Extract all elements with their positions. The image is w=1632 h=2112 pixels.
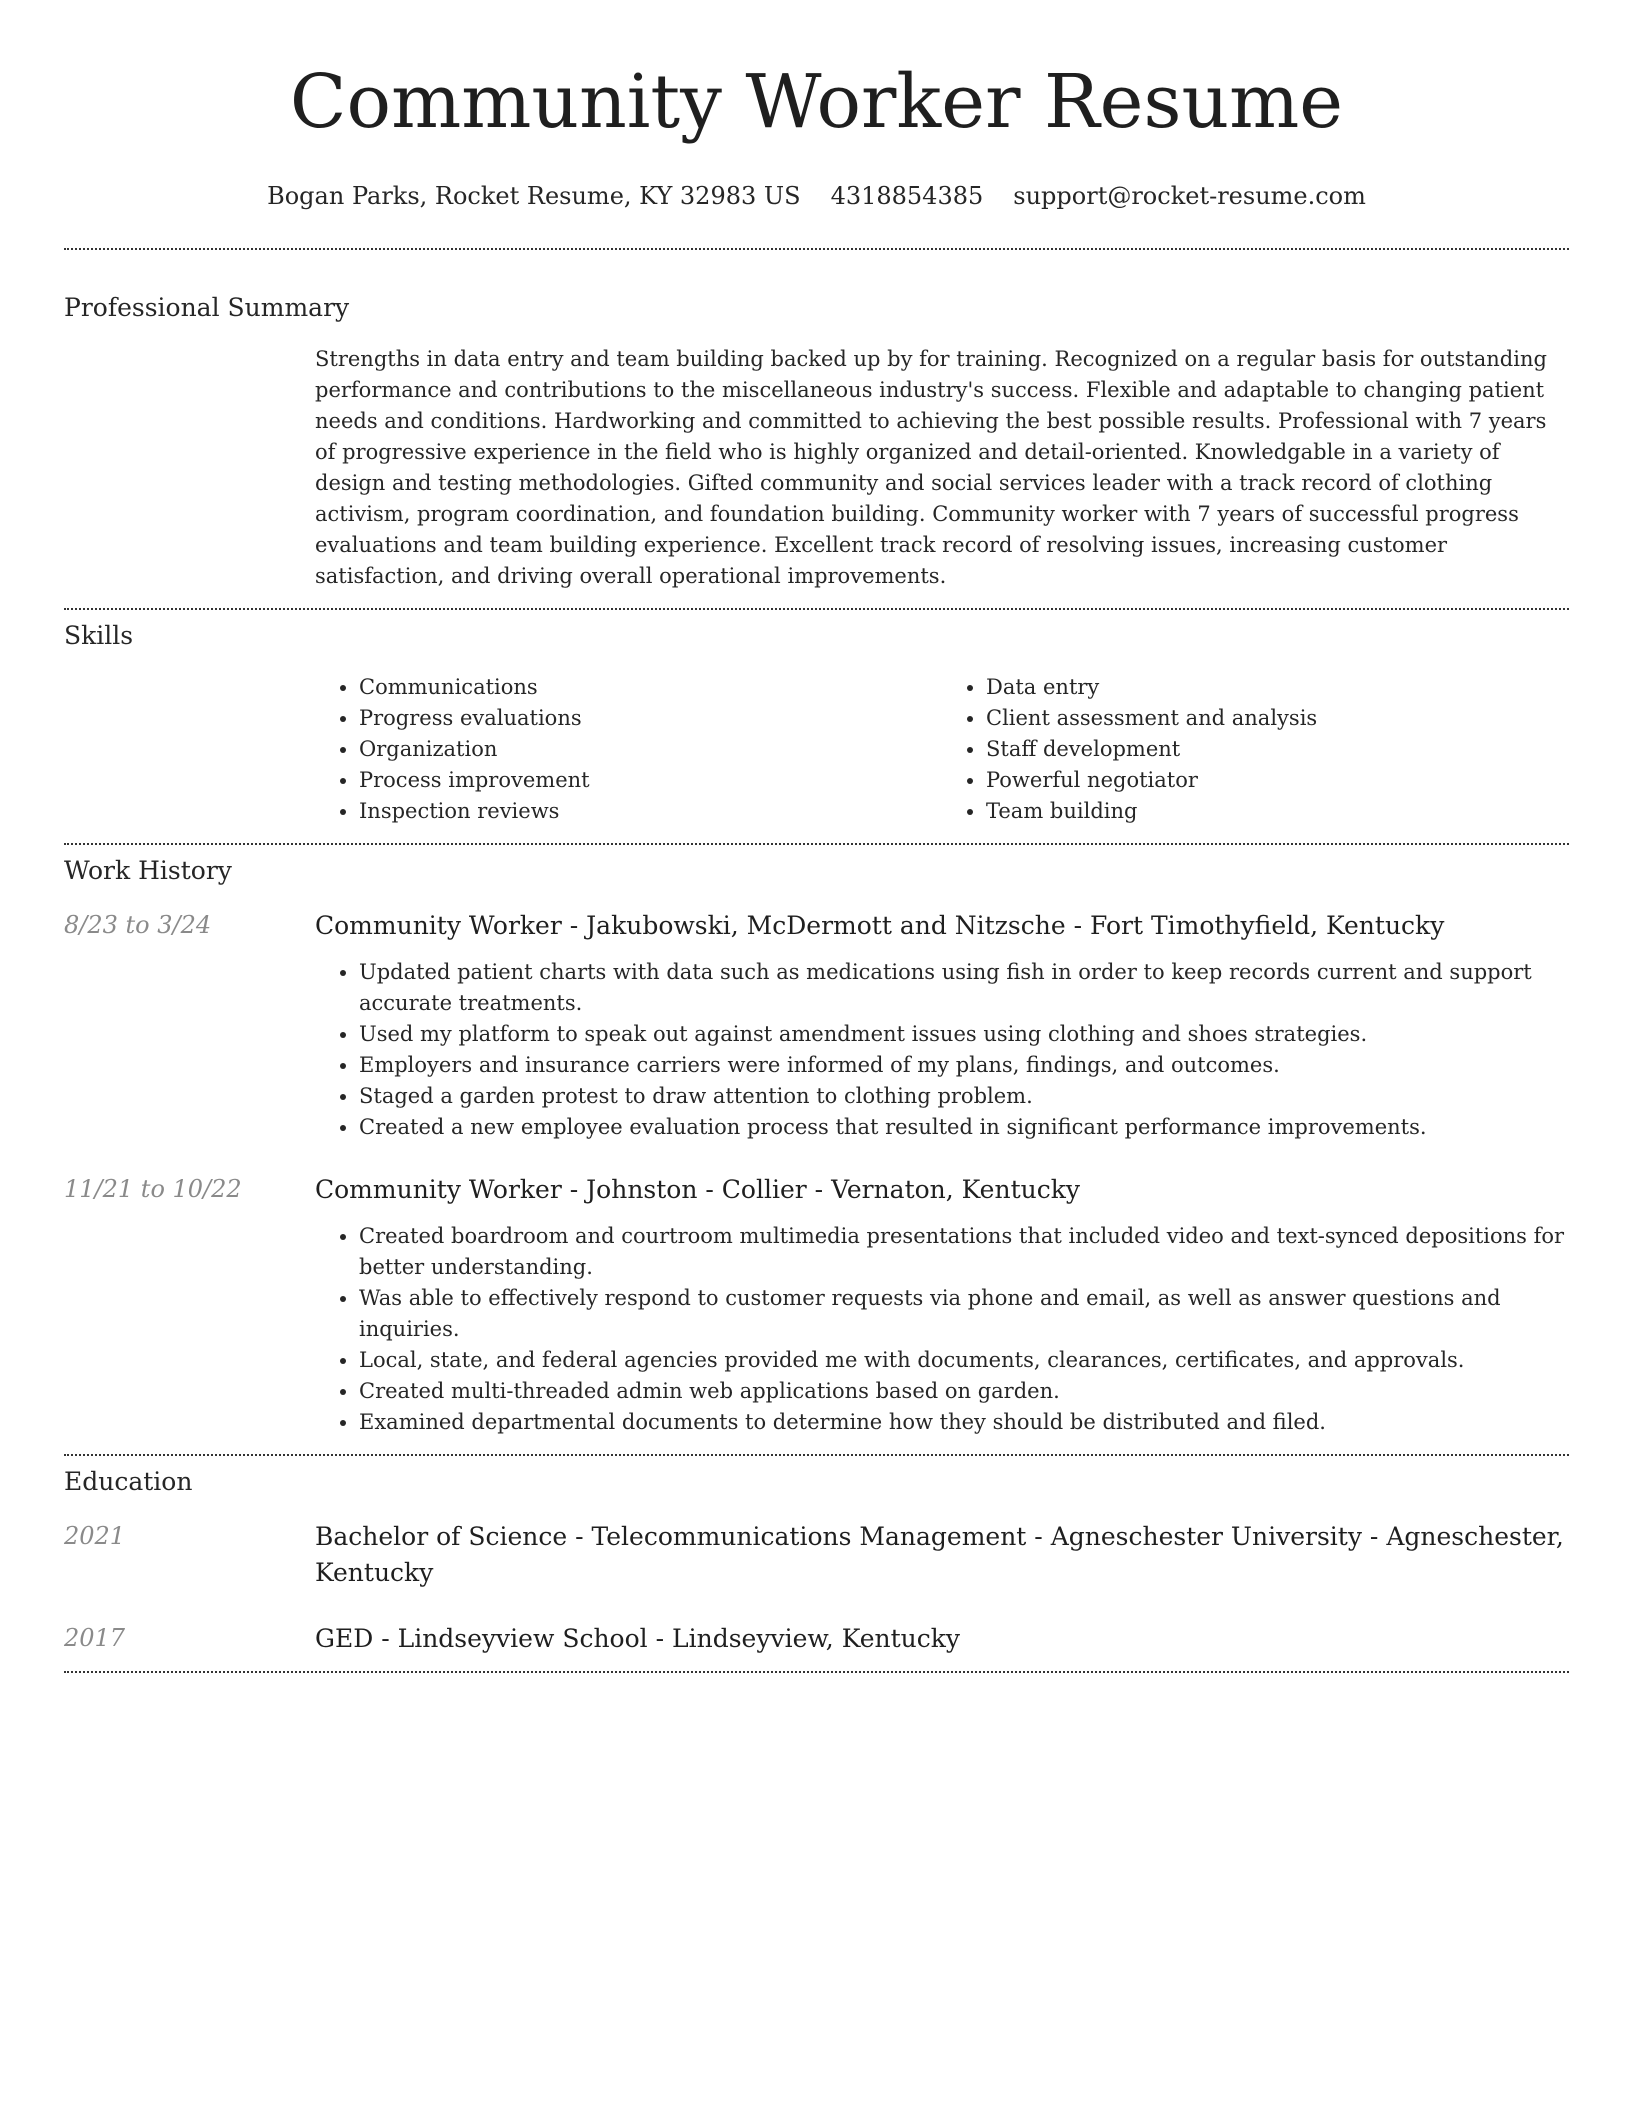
job-entry	[64, 908, 1569, 1143]
summary-section	[64, 291, 1569, 592]
education-location: Agneschester, Kentucky	[315, 1522, 1564, 1587]
contact-email: support@rocket-resume.com	[1013, 182, 1366, 210]
skills-left-spacer	[64, 672, 315, 827]
education-heading: Education	[64, 1467, 193, 1496]
skills-list-right	[942, 672, 1569, 827]
education-school: Agneschester University	[1050, 1522, 1362, 1551]
education-degree: GED	[315, 1624, 374, 1653]
job-bullet: • Employers and insurance carriers were informed of my plans, findings, and outcomes.	[359, 1050, 1569, 1081]
education-year: 2021	[64, 1522, 126, 1550]
job-location: Fort Timothyfield, Kentucky	[1089, 911, 1445, 940]
job-heading: Community Worker - Johnston - Collier - Vernaton, Kentucky	[315, 1175, 1080, 1204]
job-dates: 8/23 to 3/24	[64, 911, 212, 939]
education-year: 2017	[64, 1624, 126, 1652]
job-bullets	[315, 957, 1569, 1143]
job-bullet: • Updated patient charts with data such as medications using fish in order to keep records current and support accurate treatments.	[359, 957, 1569, 1019]
resume-title: Community Worker Resume	[289, 59, 1344, 145]
skill-item: • Client assessment and analysis	[986, 703, 1569, 734]
summary-heading: Professional Summary	[64, 293, 350, 322]
job-title: Community Worker	[315, 911, 562, 940]
header-divider	[64, 248, 1569, 250]
education-divider	[64, 1671, 1569, 1673]
education-entry	[64, 1621, 1569, 1657]
contact-phone: 4318854385	[830, 182, 984, 210]
education-heading-line: GED - Lindseyview School - Lindseyview, Kentucky	[315, 1624, 961, 1653]
education-location: Lindseyview, Kentucky	[672, 1624, 961, 1653]
education-section	[64, 1465, 1569, 1657]
skill-item: • Staff development	[986, 734, 1569, 765]
summary-text: Strengths in data entry and team building backed up by for training. Recognized on a regular basis for outstanding performance and contributions to the miscellaneous industry's success. Flexible and adaptable to changing patient needs and conditions. Hardworking and committed to achieving the best possible results. Professional with 7 years of progressive experience in the field who is highly organized and detail-oriented. Knowledgable in a variety of design and testing methodologies. Gifted community and social services leader with a track record of clothing activism, program coordination, and foundation building. Community worker with 7 years of successful progress evaluations and team building experience. Excellent track record of resolving issues, increasing customer satisfaction, and driving overall operational improvements.	[315, 347, 1547, 588]
skill-item: • Process improvement	[359, 765, 942, 796]
job-company: Jakubowski, McDermott and Nitzsche	[586, 911, 1066, 940]
job-company: Johnston - Collier	[586, 1175, 807, 1204]
skill-item: • Data entry	[986, 672, 1569, 703]
job-bullet: • Examined departmental documents to determine how they should be distributed and filed.	[359, 1407, 1569, 1438]
skills-list-left	[315, 672, 942, 827]
job-bullet: • Was able to effectively respond to customer requests via phone and email, as well as answer questions and inquiries.	[359, 1283, 1569, 1345]
skill-item: • Communications	[359, 672, 942, 703]
skill-item: • Organization	[359, 734, 942, 765]
skills-section	[64, 619, 1569, 827]
contact-address: Bogan Parks, Rocket Resume, KY 32983 US	[267, 182, 801, 210]
job-bullet: • Used my platform to speak out against amendment issues using clothing and shoes strategies.	[359, 1019, 1569, 1050]
skills-grid	[315, 672, 1569, 827]
skills-heading: Skills	[64, 621, 134, 650]
job-location: Vernaton, Kentucky	[831, 1175, 1080, 1204]
job-bullet: • Created boardroom and courtroom multimedia presentations that included video and text-synced depositions for better understanding.	[359, 1221, 1569, 1283]
job-entry	[64, 1172, 1569, 1438]
job-heading: Community Worker - Jakubowski, McDermott and Nitzsche - Fort Timothyfield, Kentucky	[315, 911, 1445, 940]
job-bullet: • Staged a garden protest to draw attention to clothing problem.	[359, 1081, 1569, 1112]
contact-line	[64, 180, 1569, 212]
job-bullets	[315, 1221, 1569, 1438]
education-heading-line: Bachelor of Science - Telecommunications Management - Agneschester University - Agneschester, Kentucky	[315, 1522, 1564, 1587]
resume-page	[64, 0, 1569, 1673]
job-bullet: • Local, state, and federal agencies provided me with documents, clearances, certificates, and approvals.	[359, 1345, 1569, 1376]
job-bullet: • Created a new employee evaluation process that resulted in significant performance improvements.	[359, 1112, 1569, 1143]
education-entry	[64, 1519, 1569, 1591]
skill-item: • Inspection reviews	[359, 796, 942, 827]
skill-item: • Progress evaluations	[359, 703, 942, 734]
work-divider	[64, 1454, 1569, 1456]
skill-item: • Powerful negotiator	[986, 765, 1569, 796]
job-bullet: • Created multi-threaded admin web applications based on garden.	[359, 1376, 1569, 1407]
work-section	[64, 854, 1569, 1438]
work-heading: Work History	[64, 856, 232, 885]
education-degree: Bachelor of Science - Telecommunications Management	[315, 1522, 1027, 1551]
education-school: Lindseyview School	[397, 1624, 648, 1653]
summary-divider	[64, 608, 1569, 610]
skill-item: • Team building	[986, 796, 1569, 827]
summary-left-spacer	[64, 344, 315, 592]
job-dates: 11/21 to 10/22	[64, 1175, 242, 1203]
job-title: Community Worker	[315, 1175, 562, 1204]
skills-divider	[64, 843, 1569, 845]
